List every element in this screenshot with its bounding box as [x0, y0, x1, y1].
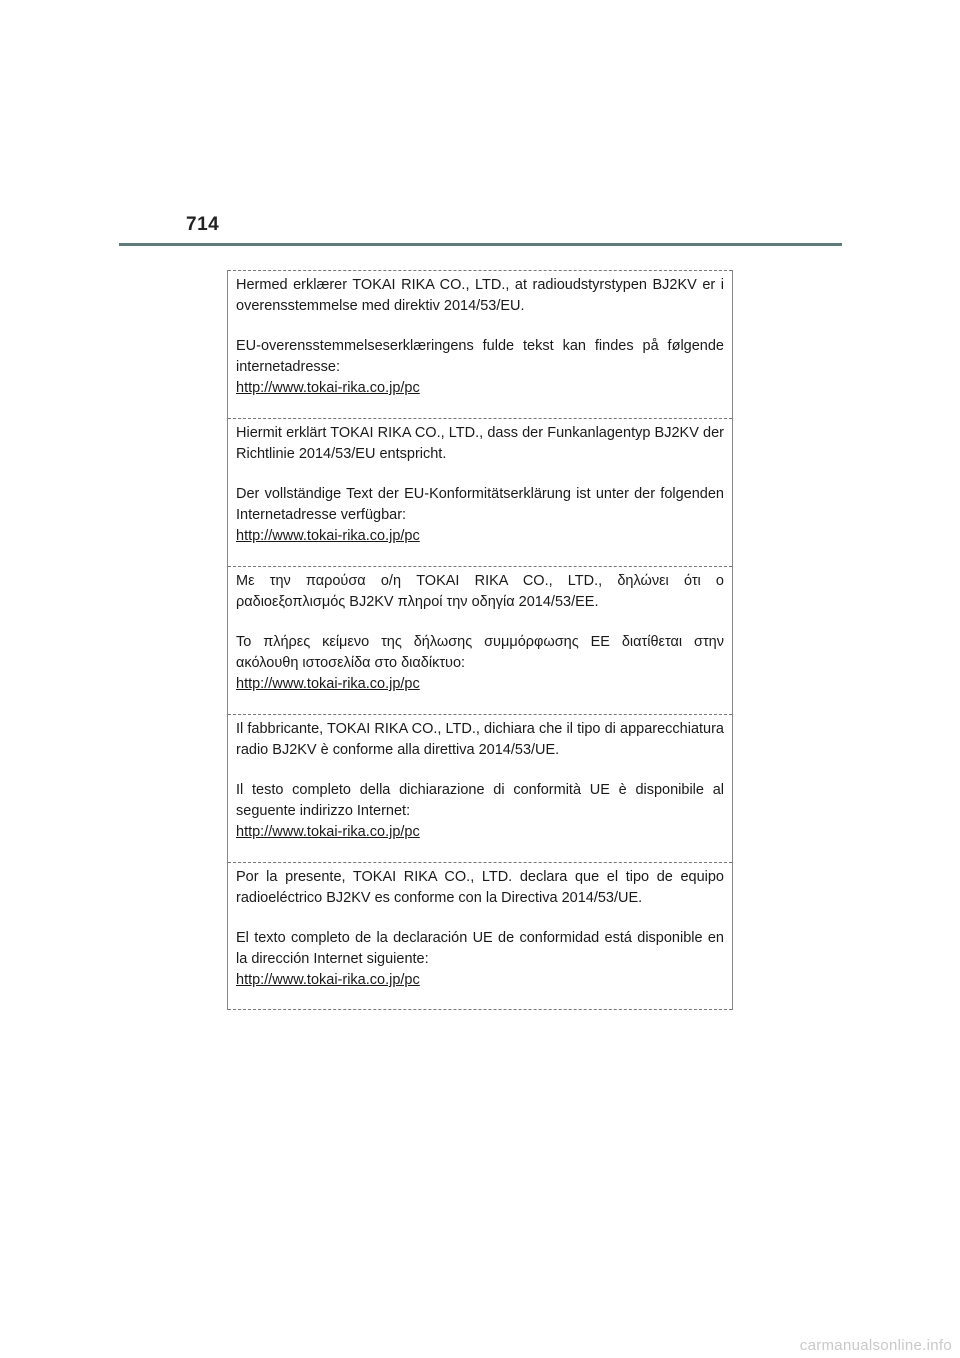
declaration-availability [236, 484, 724, 547]
declaration-section-german [228, 418, 732, 566]
availability-text: Der vollständige Text der EU-Konformitätserklärung ist unter der folgenden Internetadresse verfügbar: [236, 486, 724, 523]
availability-text: Το πλήρες κείμενο της δήλωσης συμμόρφωσης ΕΕ διατίθεται στην ακόλουθη ιστοσελίδα στο διαδίκτυο: [236, 634, 724, 671]
page-number: 714 [186, 214, 220, 235]
declaration-url-link[interactable]: http://www.tokai-rika.co.jp/pc [236, 528, 420, 544]
declaration-availability [236, 336, 724, 399]
declaration-availability [236, 780, 724, 843]
availability-text: El texto completo de la declaración UE de conformidad está disponible en la dirección Internet siguiente: [236, 930, 724, 967]
declaration-statement: Por la presente, TOKAI RIKA CO., LTD. declara que el tipo de equipo radioeléctrico BJ2KV es conforme con la Directiva 2014/53/UE. [236, 869, 724, 906]
declaration-statement: Hiermit erklärt TOKAI RIKA CO., LTD., dass der Funkanlagentyp BJ2KV der Richtlinie 2014/53/EU entspricht. [236, 425, 724, 462]
header-rule [119, 243, 842, 246]
declaration-url-link[interactable]: http://www.tokai-rika.co.jp/pc [236, 972, 420, 988]
declaration-box [227, 270, 733, 1010]
availability-text: EU-overensstemmelseserklæringens fulde tekst kan findes på følgende internetadresse: [236, 338, 724, 375]
declaration-section-greek [228, 566, 732, 714]
declaration-statement: Il fabbricante, TOKAI RIKA CO., LTD., dichiara che il tipo di apparecchiatura radio BJ2KV è conforme alla direttiva 2014/53/UE. [236, 721, 724, 758]
availability-text: Il testo completo della dichiarazione di conformità UE è disponibile al seguente indirizzo Internet: [236, 782, 724, 819]
declaration-url-link[interactable]: http://www.tokai-rika.co.jp/pc [236, 380, 420, 396]
declaration-availability [236, 928, 724, 991]
declaration-statement: Με την παρούσα ο/η TOKAI RIKA CO., LTD., δηλώνει ότι ο ραδιοεξοπλισμός BJ2KV πληροί την οδηγία 2014/53/ΕΕ. [236, 573, 724, 610]
declaration-section-danish [228, 270, 732, 418]
declaration-section-italian [228, 714, 732, 862]
declaration-section-spanish [228, 862, 732, 1010]
declaration-url-link[interactable]: http://www.tokai-rika.co.jp/pc [236, 824, 420, 840]
declaration-availability [236, 632, 724, 695]
declaration-statement: Hermed erklærer TOKAI RIKA CO., LTD., at radioudstyrstypen BJ2KV er i overensstemmelse med direktiv 2014/53/EU. [236, 277, 724, 314]
footer-watermark: carmanualsonline.info [799, 1337, 952, 1354]
declaration-url-link[interactable]: http://www.tokai-rika.co.jp/pc [236, 676, 420, 692]
